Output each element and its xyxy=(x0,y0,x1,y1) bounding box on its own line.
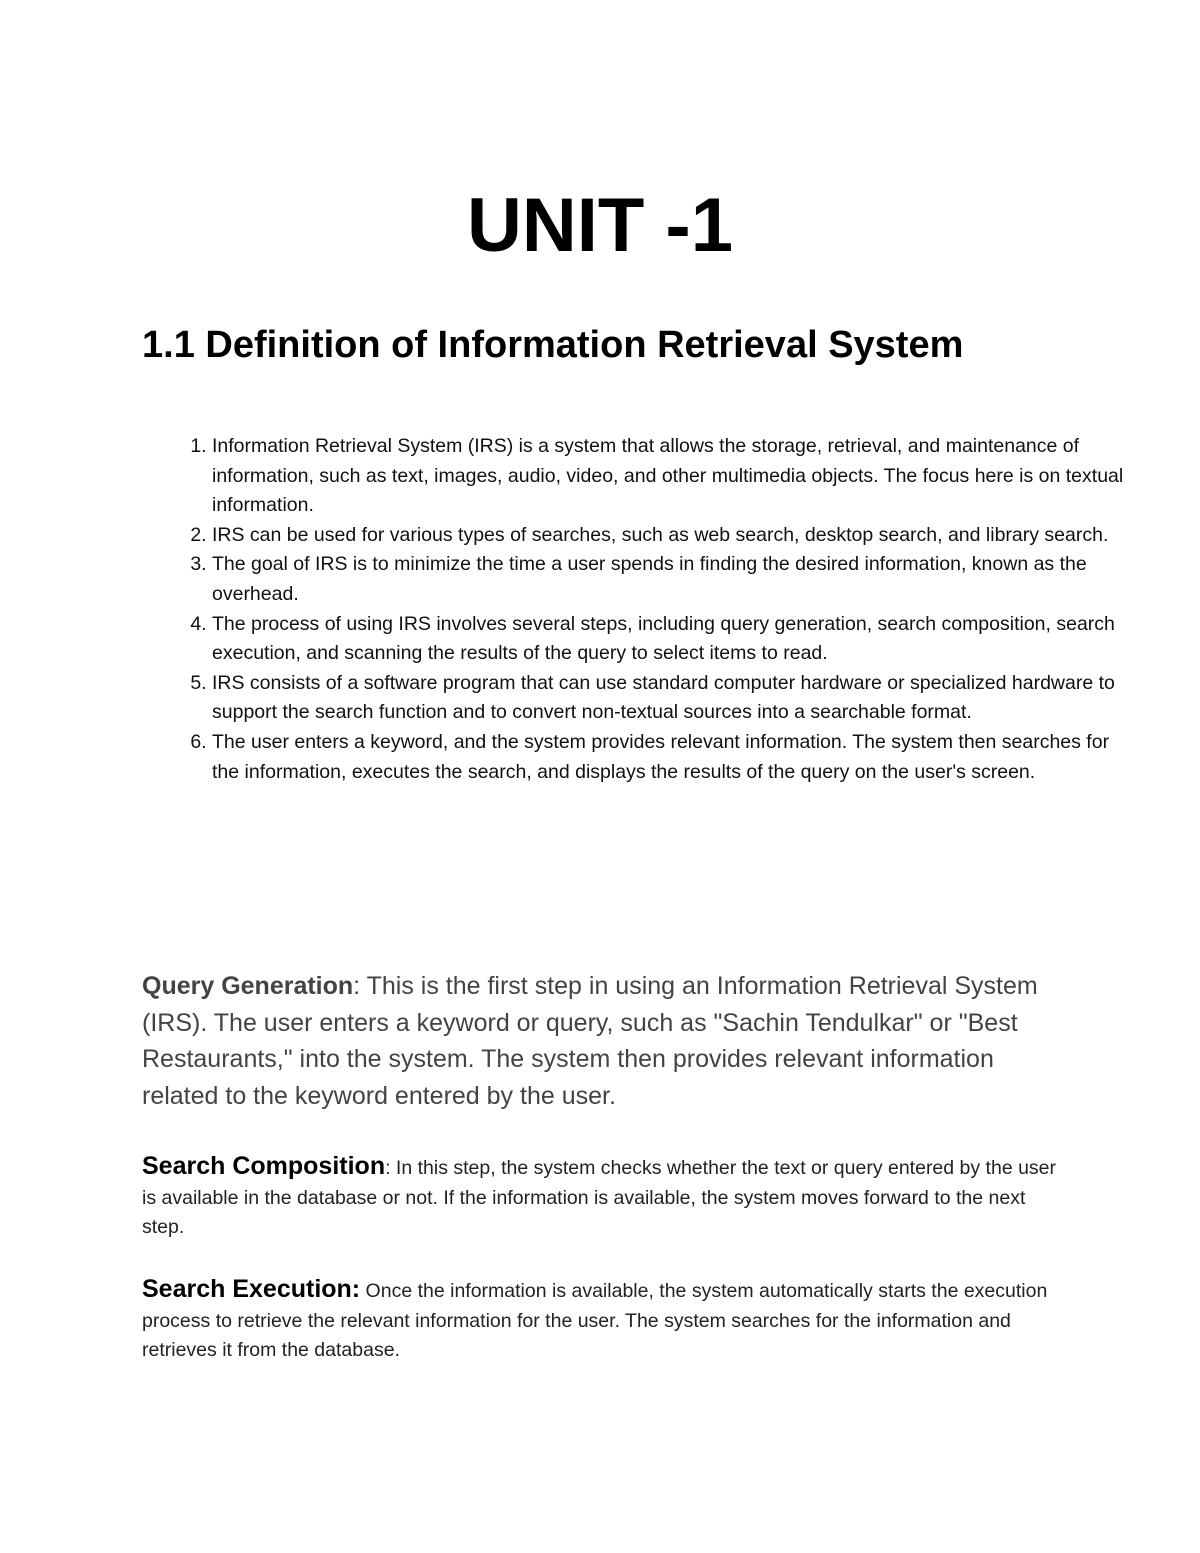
query-generation-text: : This is the first step in using an Information Retrieval System (IRS). The user enters a keyword or query, such as "Sachin Tendulkar" or "Best Restaurants," into the system. The system then provides relevant information related to the keyword entered by the user. xyxy=(142,972,1038,1110)
search-composition-paragraph xyxy=(142,1152,1062,1243)
list-item: 5. IRS consists of a software program that can use standard computer hardware or specialized hardware to support the search function and to convert non-textual sources into a searchable format. xyxy=(212,669,1132,728)
search-execution-paragraph xyxy=(142,1275,1062,1366)
search-execution-text: Once the information is available, the system automatically starts the execution process to retrieve the relevant information for the user. The system searches for the information and retrieves it from the database. xyxy=(142,1280,1048,1362)
definition-list xyxy=(142,432,1132,787)
query-generation-label: Query Generation xyxy=(142,972,354,1000)
page-title: UNIT -1 xyxy=(467,183,733,268)
list-item: 1. Information Retrieval System (IRS) is a system that allows the storage, retrieval, and maintenance of information, such as text, images, audio, video, and other multimedia objects. The focus here is on textual information. xyxy=(212,432,1132,521)
section-heading: 1.1 Definition of Information Retrieval System xyxy=(142,324,964,366)
query-generation-paragraph xyxy=(142,968,1052,1114)
search-composition-label: Search Composition xyxy=(142,1152,386,1180)
list-item: 3. The goal of IRS is to minimize the time a user spends in finding the desired information, known as the overhead. xyxy=(212,550,1132,609)
search-execution-label: Search Execution: xyxy=(142,1275,361,1303)
list-item: 4. The process of using IRS involves several steps, including query generation, search composition, search execution, and scanning the results of the query to select items to read. xyxy=(212,610,1132,669)
search-composition-text: : In this step, the system checks whether the text or query entered by the user is available in the database or not. If the information is available, the system moves forward to the next step. xyxy=(142,1157,1057,1239)
list-item: 2. IRS can be used for various types of searches, such as web search, desktop search, and library search. xyxy=(212,521,1132,551)
list-item: 6. The user enters a keyword, and the system provides relevant information. The system then searches for the information, executes the search, and displays the results of the query on the user's screen. xyxy=(212,728,1132,787)
